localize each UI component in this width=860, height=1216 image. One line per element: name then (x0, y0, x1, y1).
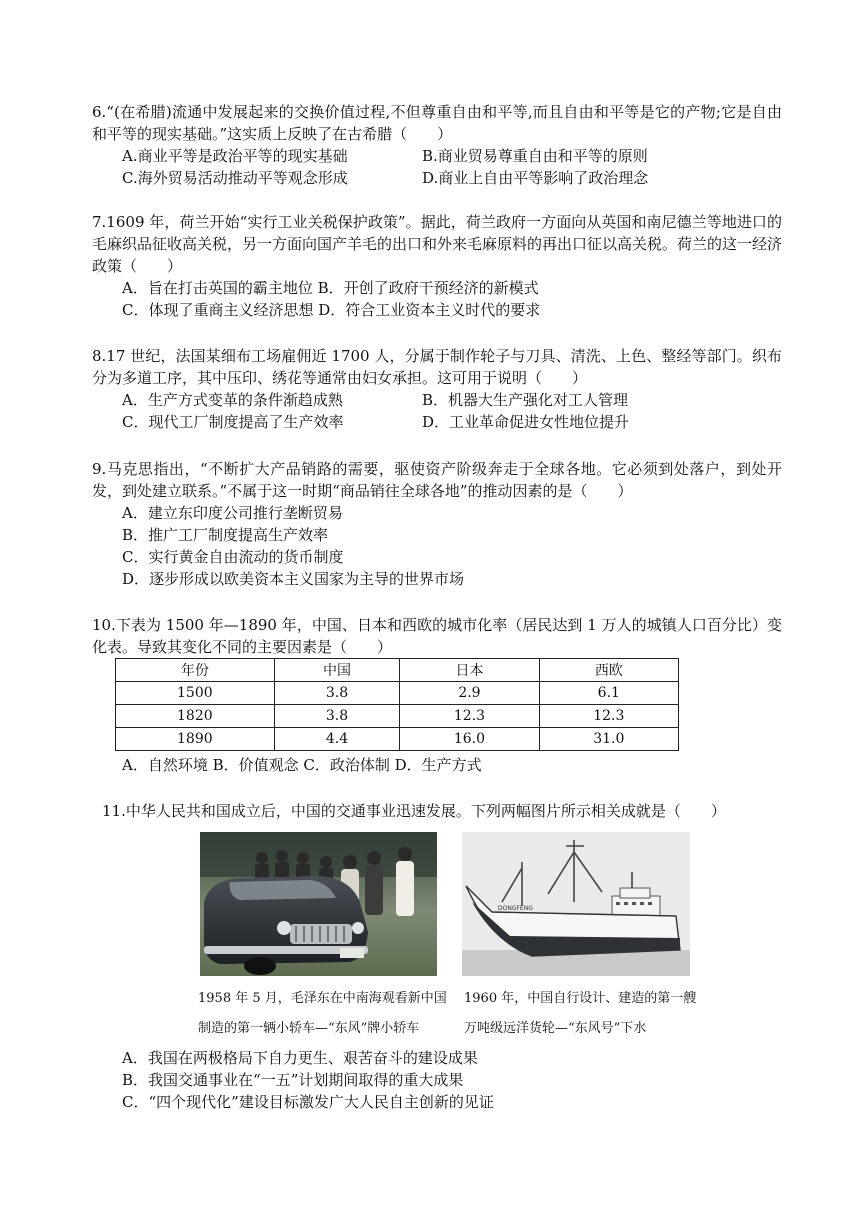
ship-name-label: DONGFENG (498, 905, 533, 912)
option-a: A.商业平等是政治平等的现实基础 (122, 147, 348, 165)
options-row (92, 411, 782, 433)
car-caption-line-1: 1958 年 5 月，毛泽东在中南海观看新中国 (198, 991, 447, 1006)
options-row (92, 389, 782, 411)
ship-photo-image (462, 832, 690, 976)
option-d: D．逐步形成以欧美资本主义国家为主导的世界市场 (122, 570, 465, 588)
table-header-cell: 中国 (274, 659, 400, 682)
table-cell: 1820 (116, 705, 275, 728)
options-row (92, 167, 782, 189)
option-a: A．我国在两极格局下自力更生、艰苦奋斗的建设成果 (122, 1049, 478, 1067)
question-stem: 8.17 世纪，法国某细布工场雇佣近 1700 人，分属于制作轮子与刀具、清洗、上色、整经等部门。织布分为多道工序，其中压印、绣花等通常由妇女承担。这可用于说明（ ） (92, 347, 782, 387)
table-row (116, 705, 679, 728)
option-c: C．“四个现代化”建设目标激发广大人民自主创新的见证 (122, 1093, 494, 1111)
table-header-cell: 年份 (116, 659, 275, 682)
figure-car (200, 832, 447, 1044)
question-9 (92, 458, 782, 590)
option-c: C.海外贸易活动推动平等观念形成 (122, 169, 348, 187)
table-cell: 6.1 (539, 682, 678, 705)
option-b: B．我国交通事业在“一五”计划期间取得的重大成果 (122, 1071, 464, 1089)
ship-photo (462, 832, 690, 976)
table-cell: 1890 (116, 728, 275, 751)
table-cell: 2.9 (400, 682, 539, 705)
option-line: C．体现了重商主义经济思想 D．符合工业资本主义时代的要求 (122, 301, 541, 319)
question-stem: 10.下表为 1500 年—1890 年，中国、日本和西欧的城市化率（居民达到 1 万人的城镇人口百分比）变化表。导致其变化不同的主要因素是（ ） (92, 616, 782, 656)
question-10 (92, 614, 782, 658)
option-a: A．生产方式变革的条件渐趋成熟 (122, 391, 343, 409)
table-cell: 3.8 (274, 705, 400, 728)
option-a: A．建立东印度公司推行垄断贸易 (122, 504, 343, 522)
option-b: B．机器大生产强化对工人管理 (422, 391, 629, 409)
question-stem: 11.中华人民共和国成立后，中国的交通事业迅速发展。下列两幅图片所示相关成就是（ ） (102, 802, 726, 820)
table-header-row (116, 659, 679, 682)
table-row (116, 728, 679, 751)
option-b: B.商业贸易尊重自由和平等的原则 (422, 147, 648, 165)
option-line: A．旨在打击英国的霸主地位 B．开创了政府干预经济的新模式 (122, 279, 539, 297)
ship-caption-line-1: 1960 年，中国自行设计、建造的第一艘 (464, 991, 697, 1006)
question-stem: 6.“(在希腊)流通中发展起来的交换价值过程,不但尊重自由和平等,而且自由和平等是它的产物;它是自由和平等的现实基础。”这实质上反映了在古希腊（ ） (92, 103, 782, 143)
option-line: A．自然环境 B．价值观念 C．政治体制 D．生产方式 (122, 756, 482, 774)
question-stem: 9.马克思指出，“不断扩大产品销路的需要，驱使资产阶级奔走于全球各地。它必须到处落户，到处开发，到处建立联系。”不属于这一时期“商品销往全球各地”的推动因素的是（ ） (92, 460, 782, 500)
table-row (116, 682, 679, 705)
table-cell: 31.0 (539, 728, 678, 751)
question-11 (102, 800, 792, 822)
option-d: D.商业上自由平等影响了政治理念 (422, 169, 649, 187)
car-photo-image (200, 832, 437, 976)
table-header-cell: 西欧 (539, 659, 678, 682)
question-6 (92, 101, 782, 189)
table-cell: 16.0 (400, 728, 539, 751)
option-c: C．实行黄金自由流动的货币制度 (122, 548, 344, 566)
urbanization-table (115, 658, 679, 751)
question-7 (92, 211, 782, 321)
option-d: D．工业革命促进女性地位提升 (422, 413, 630, 431)
question-11-options (92, 1047, 782, 1113)
car-caption-line-2: 制造的第一辆小轿车—“东风”牌小轿车 (198, 1021, 420, 1036)
table-cell: 12.3 (539, 705, 678, 728)
question-stem: 7.1609 年，荷兰开始“实行工业关税保护政策”。据此，荷兰政府一方面向从英国和南尼德兰等地进口的毛麻织品征收高关税，另一方面向国产羊毛的出口和外来毛麻原料的再出口征以高关税。荷兰的这一经济政策（ ） (92, 213, 783, 275)
ship-caption-line-2: 万吨级远洋货轮—“东风号”下水 (464, 1021, 647, 1036)
question-10-options (92, 754, 782, 776)
option-c: C．现代工厂制度提高了生产效率 (122, 413, 344, 431)
option-b: B．推广工厂制度提高生产效率 (122, 526, 329, 544)
options-row (92, 145, 782, 167)
table-header-cell: 日本 (400, 659, 539, 682)
table-cell: 3.8 (274, 682, 400, 705)
car-photo (200, 832, 437, 976)
question-8 (92, 345, 782, 433)
table-cell: 4.4 (274, 728, 400, 751)
table-cell: 12.3 (400, 705, 539, 728)
figure-ship (462, 832, 696, 1044)
table-cell: 1500 (116, 682, 275, 705)
